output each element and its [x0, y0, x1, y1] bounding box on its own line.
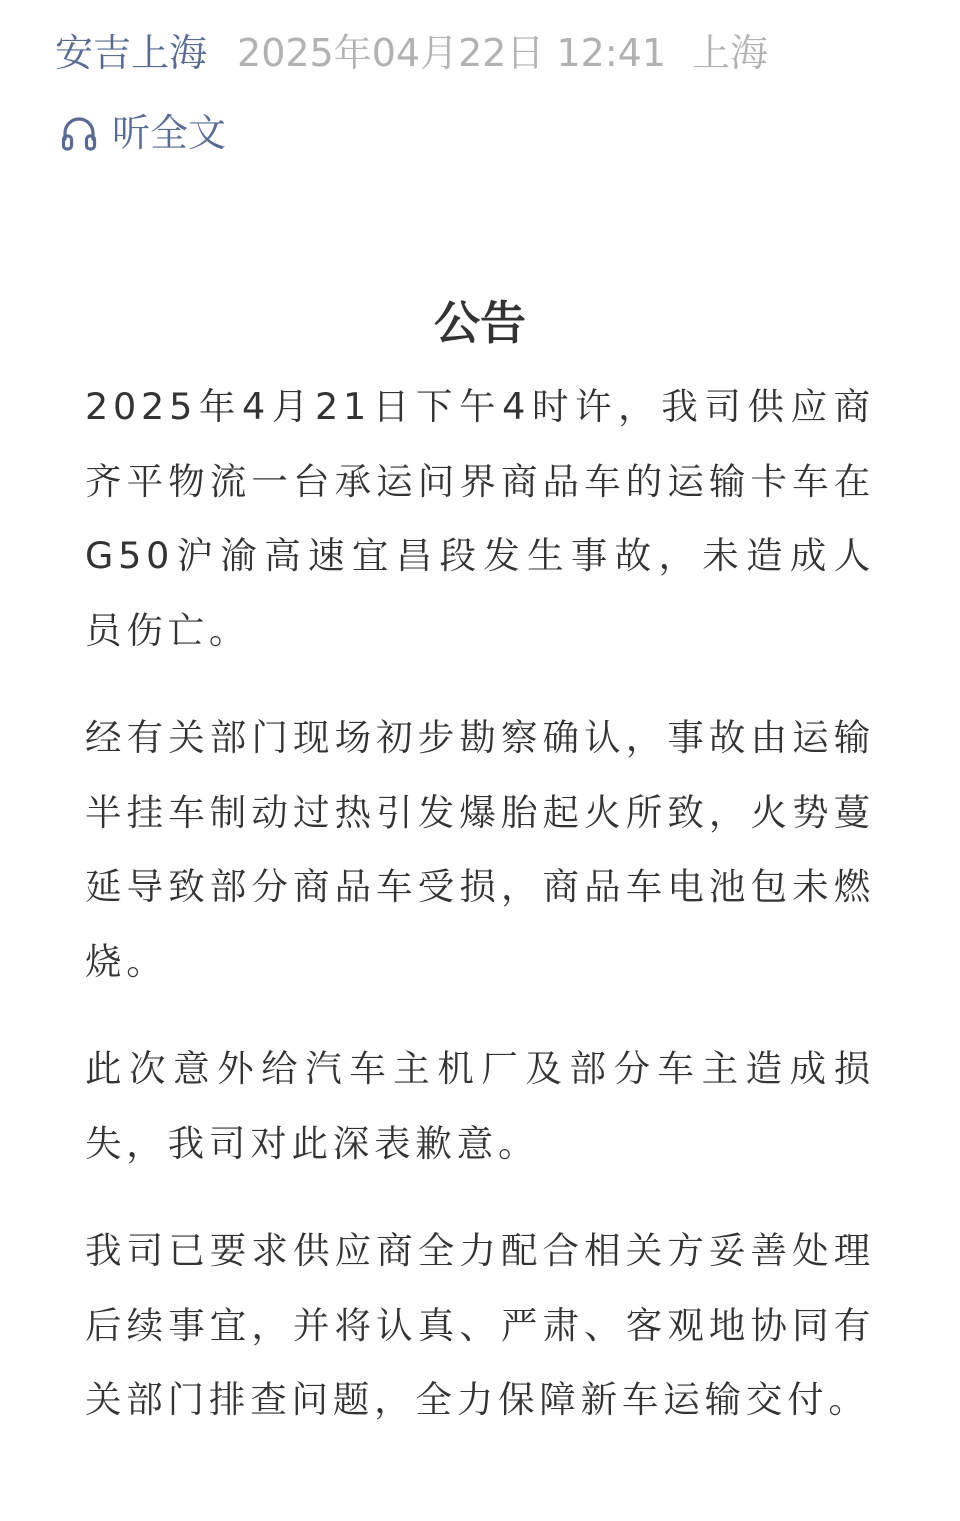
headphones-icon — [58, 112, 100, 154]
publish-location: 上海 — [692, 31, 769, 75]
article-paragraph: 此次意外给汽车主机厂及部分车主造成损失，我司对此深表歉意。 — [85, 1047, 875, 1165]
announcement-title: 公告 — [434, 295, 526, 350]
article-body — [85, 370, 875, 1471]
account-name-link[interactable]: 安吉上海 — [55, 31, 208, 75]
article-paragraph: 2025年4月21日下午4时许，我司供应商齐平物流一台承运问界商品车的运输卡车在G50沪渝高速宜昌段发生事故，未造成人员伤亡。 — [85, 385, 875, 652]
listen-label: 听全文 — [112, 111, 227, 155]
listen-full-text-button[interactable] — [58, 108, 226, 158]
article-meta — [55, 28, 768, 78]
article-paragraph: 经有关部门现场初步勘察确认，事故由运输半挂车制动过热引发爆胎起火所致，火势蔓延导致部分商品车受损，商品车电池包未燃烧。 — [85, 716, 875, 983]
article-paragraph: 我司已要求供应商全力配合相关方妥善处理后续事宜，并将认真、严肃、客观地协同有关部门排查问题，全力保障新车运输交付。 — [85, 1229, 875, 1421]
publish-date: 2025年04月22日 12:41 — [237, 31, 667, 75]
